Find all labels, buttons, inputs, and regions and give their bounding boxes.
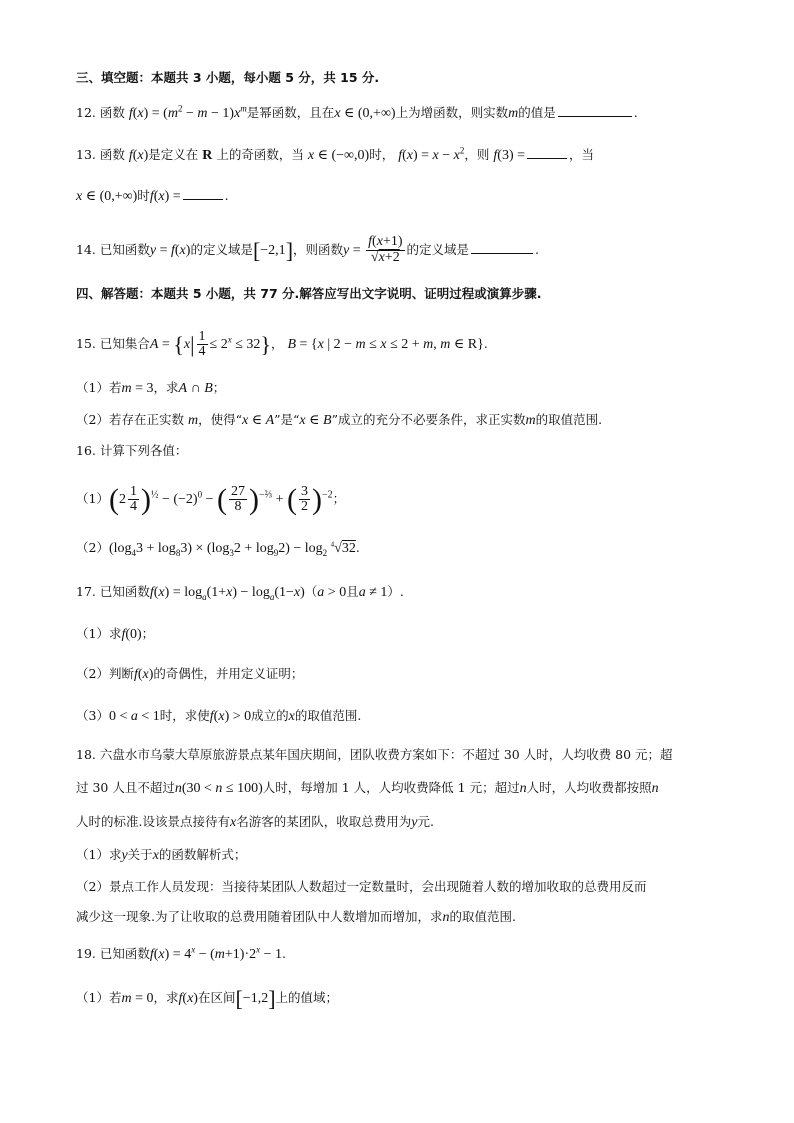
question-17-part1: （1）求f(0)； (76, 626, 155, 642)
question-17: 17. 已知函数$f(x) = \log_a(1+x) - \log_a(1-x)(a > 0$且a ≠ 1）. (76, 584, 404, 602)
question-13-line1: 13. 函数 f(x)是定义在 R 上的奇函数，当 x ∈ (−∞,0)时， $f(x) = x - x^2$，则 f(3) = ，当 (76, 145, 595, 163)
answer-blank[interactable] (471, 241, 533, 254)
question-12: 12. 函数 $f(x) = (m^2 - m - 1)x^m$是幂函数，且在x ∈ (0,+∞)上为增函数，则实数m的值是 . (76, 103, 638, 121)
question-19-part1: （1）若m = 0，求f(x)在区间[−1,2]上的值域； (76, 985, 339, 1011)
question-18-line2: 过 30 人且不超过n(30 < n ≤ 100)人时，每增加 1 人，人均收费降低 1 元；超过n人时，人均收费都按照n (76, 780, 659, 796)
question-18-part2-line2: 减少这一现象.为了让收取的总费用随着团队中人数增加而增加，求n的取值范围. (76, 909, 516, 925)
question-18-line1: 18. 六盘水市乌蒙大草原旅游景点某年国庆期间，团队收费方案如下：不超过 30 人时，人均收费 80 元；超 (76, 747, 673, 762)
question-14: 14. 已知函数y = f(x)的定义域是[−2,1]，则函数y = $\frac{f(x+1)}{√x+2}$ 的定义域是 . (76, 234, 539, 265)
question-18-part1: （1）求y关于x的函数解析式； (76, 847, 247, 863)
question-19: 19. 已知函数$f(x) = 4^x - (m+1)\cdot 2^x - 1$. (76, 944, 287, 962)
answer-blank[interactable] (527, 146, 567, 159)
question-16-part2: $(2)(\log_43 + \log_83) \times (\log_32 + \log_92) - \log_2 ^4√32$. (76, 540, 360, 558)
question-16: 16. 计算下列各值： (76, 443, 188, 458)
question-15: 15. 已知集合A = {x| $\frac{1}{4}$ ≤ $2^x \le 32$}， B = {x | 2 − m ≤ x ≤ 2 + m, m ∈ R}. (76, 328, 488, 360)
answer-blank[interactable] (558, 104, 632, 117)
section-solution-heading: 四、解答题：本题共 5 小题，共 77 分.解答应写出文字说明、证明过程或演算步骤. (76, 286, 542, 301)
question-17-part3: （3）0 < a < 1时，求使f(x) > 0成立的x的取值范围. (76, 708, 362, 724)
question-18-part2-line1: （2）景点工作人员发现：当接待某团队人数超过一定数量时，会出现随着人数的增加收取的总费用反而 (76, 879, 647, 894)
question-16-part1: （1）(2 $\frac{1}{4}$ )$^{\frac{1}{2}} - (-2)^0$ − ( $\frac{27}{8}$ )$^{-\frac{2}{3}}$ + ( $\frac{3}{2}$ )$^{-2}$； (76, 482, 346, 516)
question-18-line3: 人时的标准.设该景点接待有x名游客的某团队，收取总费用为y元. (76, 814, 434, 830)
section-fill-in-heading: 三、填空题：本题共 3 小题，每小题 5 分，共 15 分. (76, 70, 380, 85)
question-13-line2: x ∈ (0,+∞)时f(x) = . (76, 188, 229, 204)
answer-blank[interactable] (183, 187, 223, 200)
question-17-part2: （2）判断f(x)的奇偶性，并用定义证明； (76, 666, 304, 682)
question-15-part2: （2）若存在正实数 m，使得“x ∈ A”是“x ∈ B”成立的充分不必要条件，求正实数m的取值范围. (76, 412, 603, 428)
question-15-part1: （1）若m = 3，求A ∩ B； (76, 380, 226, 396)
